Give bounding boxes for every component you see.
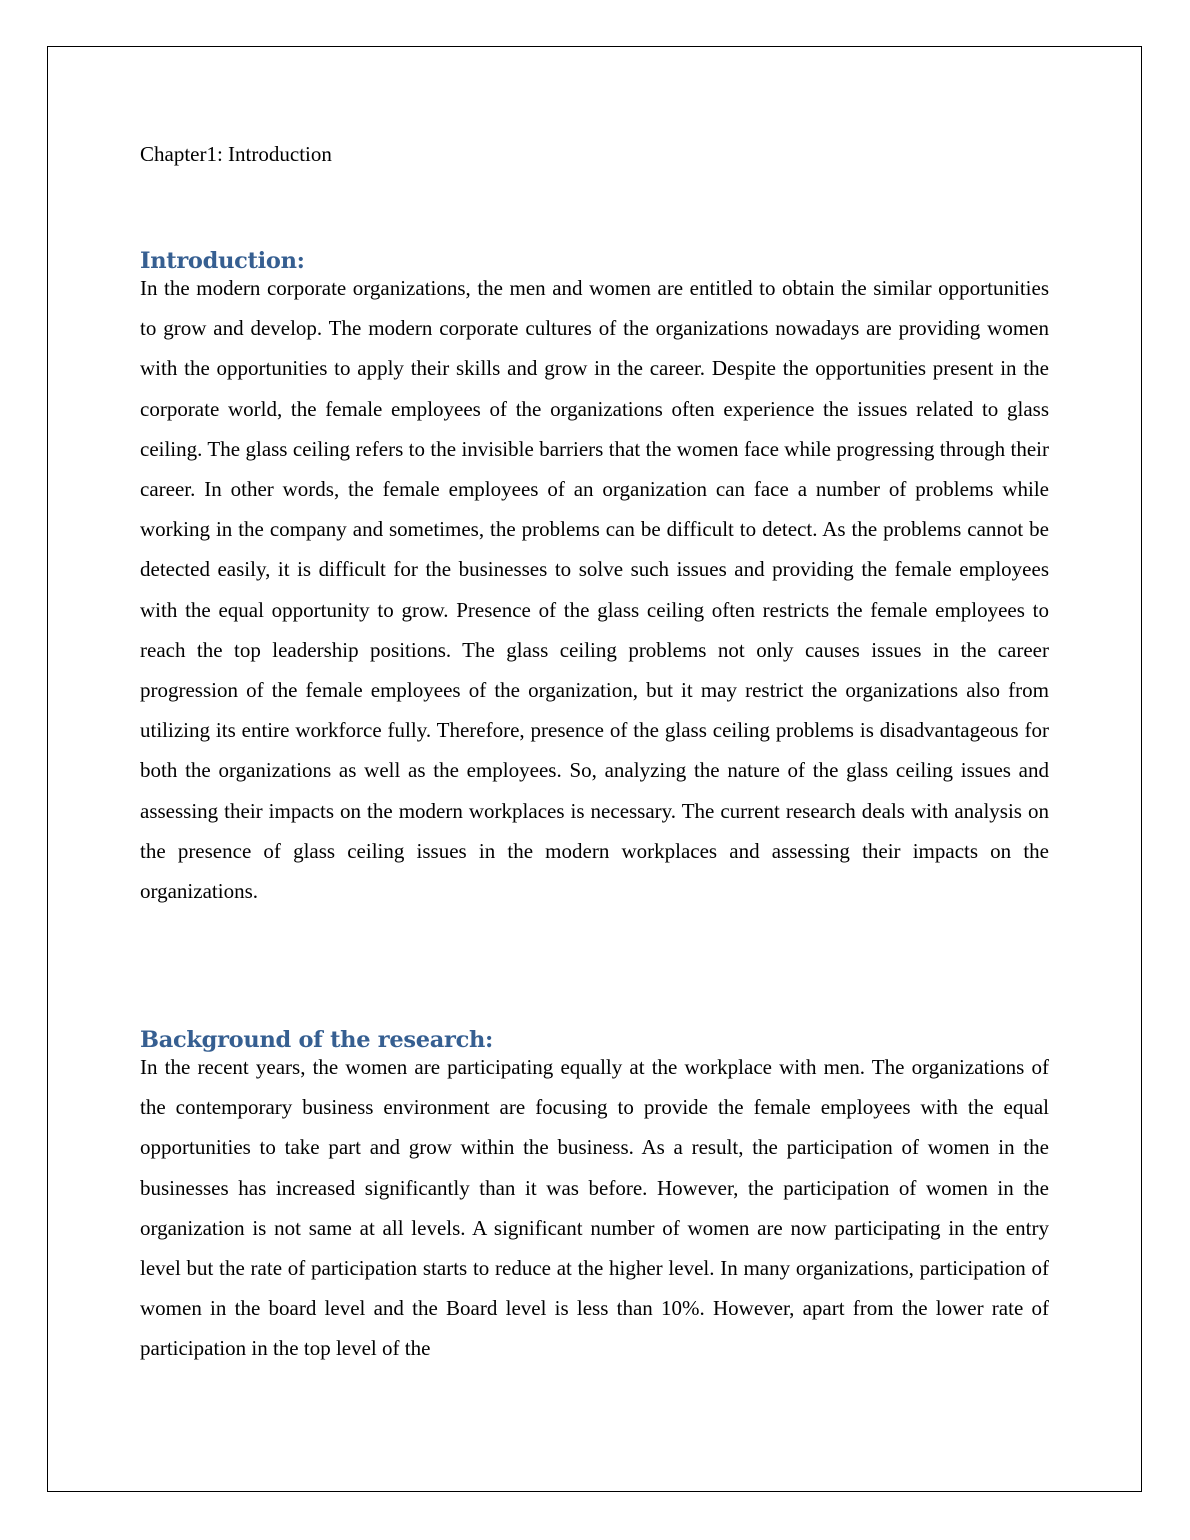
background-heading: Background of the research: bbox=[140, 1026, 494, 1053]
chapter-title: Chapter1: Introduction bbox=[140, 142, 332, 166]
introduction-heading: Introduction: bbox=[140, 247, 305, 274]
background-paragraph: In the recent years, the women are participating equally at the workplace with men. The organizations of the contemporary business environment are focusing to provide the female employees with the equal opportunities to take part and grow within the business. As a result, the participation of women in the businesses has increased significantly than it was before. However, the participation of women in the organization is not same at all levels. A significant number of women are now participating in the entry level but the rate of participation starts to reduce at the higher level. In many organizations, participation of women in the board level and the Board level is less than 10%. However, apart from the lower rate of participation in the top level of the bbox=[140, 1055, 1049, 1361]
introduction-paragraph: In the modern corporate organizations, the men and women are entitled to obtain the similar opportunities to grow and develop. The modern corporate cultures of the organizations nowadays are providing women with the opportunities to apply their skills and grow in the career. Despite the opportunities present in the corporate world, the female employees of the organizations often experience the issues related to glass ceiling. The glass ceiling refers to the invisible barriers that the women face while progressing through their career. In other words, the female employees of an organization can face a number of problems while working in the company and sometimes, the problems can be difficult to detect. As the problems cannot be detected easily, it is difficult for the businesses to solve such issues and providing the female employees with the equal opportunity to grow. Presence of the glass ceiling often restricts the female employees to reach the top leadership positions. The glass ceiling problems not only causes issues in the career progression of the female employees of the organization, but it may restrict the organizations also from utilizing its entire workforce fully. Therefore, presence of the glass ceiling problems is disadvantageous for both the organizations as well as the employees. So, analyzing the nature of the glass ceiling issues and assessing their impacts on the modern workplaces is necessary. The current research deals with analysis on the presence of glass ceiling issues in the modern workplaces and assessing their impacts on the organizations. bbox=[140, 276, 1049, 904]
